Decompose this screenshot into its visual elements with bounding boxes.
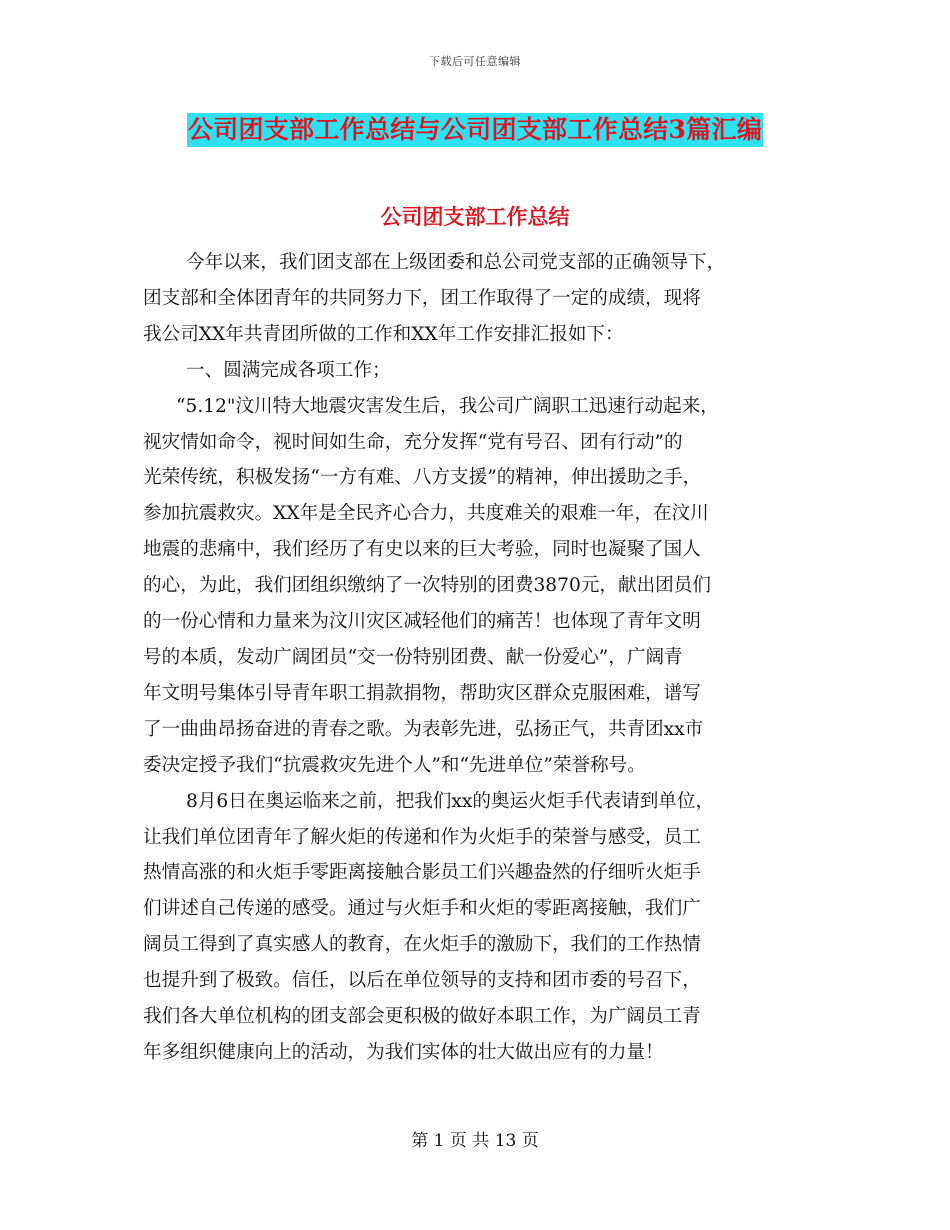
paragraph-line: 光荣传统，积极发扬“一方有难、八方支援”的精神，伸出援助之手， xyxy=(143,467,702,489)
paragraph-line: 今年以来，我们团支部在上级团委和总公司党支部的正确领导下， xyxy=(186,252,726,273)
paragraph-line: 地震的悲痛中，我们经历了有史以来的巨大考验，同时也凝聚了国人 xyxy=(143,539,701,561)
paragraph-line: 8月6日在奥运临来之前，把我们xx的奥运火炬手代表请到单位， xyxy=(186,790,715,812)
paragraph-line: 视灾情如命令，视时间如生命，充分发挥“党有号召、团有行动”的 xyxy=(143,431,683,453)
paragraph-line: 也提升到了极致。信任，以后在单位领导的支持和团市委的号召下， xyxy=(143,970,701,992)
paragraph-line: 参加抗震救灾。XX年是全民齐心合力，共度难关的艰难一年，在汶川 xyxy=(143,503,709,525)
body-text xyxy=(143,245,813,1071)
paragraph-line: “5.12"汶川特大地震灾害发生后，我公司广阔职工迅速行动起来， xyxy=(176,395,719,417)
paragraph-line: 阔员工得到了真实感人的教育，在火炬手的激励下，我们的工作热情 xyxy=(143,934,701,956)
header-note: 下载后可任意编辑 xyxy=(429,55,521,68)
paragraph-line: 让我们单位团青年了解火炬的传递和作为火炬手的荣誉与感受，员工 xyxy=(143,826,701,848)
paragraph-line: 团支部和全体团青年的共同努力下，团工作取得了一定的成绩，现将 xyxy=(143,287,701,309)
paragraph-line: 们讲述自己传递的感受。通过与火炬手和火炬的零距离接触，我们广 xyxy=(143,898,701,920)
paragraph-line: 我公司XX年共青团所做的工作和XX年工作安排汇报如下： xyxy=(143,323,624,345)
paragraph-line: 的一份心情和力量来为汶川灾区减轻他们的痛苦！也体现了青年文明 xyxy=(143,611,701,633)
paragraph-line: 委决定授予我们“抗震救灾先进个人”和“先进单位”荣誉称号。 xyxy=(143,754,646,776)
section-title: 公司团支部工作总结 xyxy=(380,204,570,229)
paragraph-line: 我们各大单位机构的团支部会更积极的做好本职工作，为广阔员工青 xyxy=(143,1006,701,1028)
paragraph-line: 年多组织健康向上的活动，为我们实体的壮大做出应有的力量！ xyxy=(143,1041,664,1063)
paragraph-line: 了一曲曲昂扬奋进的青春之歌。为表彰先进，弘扬正气，共青团xx市 xyxy=(143,718,704,740)
paragraph-line: 号的本质，发动广阔团员“交一份特别团费、献一份爱心”，广阔青 xyxy=(143,646,683,668)
main-title: 公司团支部工作总结与公司团支部工作总结3篇汇编 xyxy=(187,113,763,147)
paragraph-line: 一、圆满完成各项工作； xyxy=(186,359,391,381)
paragraph-line: 年文明号集体引导青年职工捐款捐物，帮助灾区群众克服困难，谱写 xyxy=(143,682,701,704)
main-title-container xyxy=(0,113,950,147)
page-footer: 第 1 页 共 13 页 xyxy=(411,1131,539,1151)
paragraph-line: 的心，为此，我们团组织缴纳了一次特别的团费3870元，献出团员们 xyxy=(143,575,711,597)
paragraph-line: 热情高涨的和火炬手零距离接触合影员工们兴趣盎然的仔细听火炬手 xyxy=(143,862,701,884)
